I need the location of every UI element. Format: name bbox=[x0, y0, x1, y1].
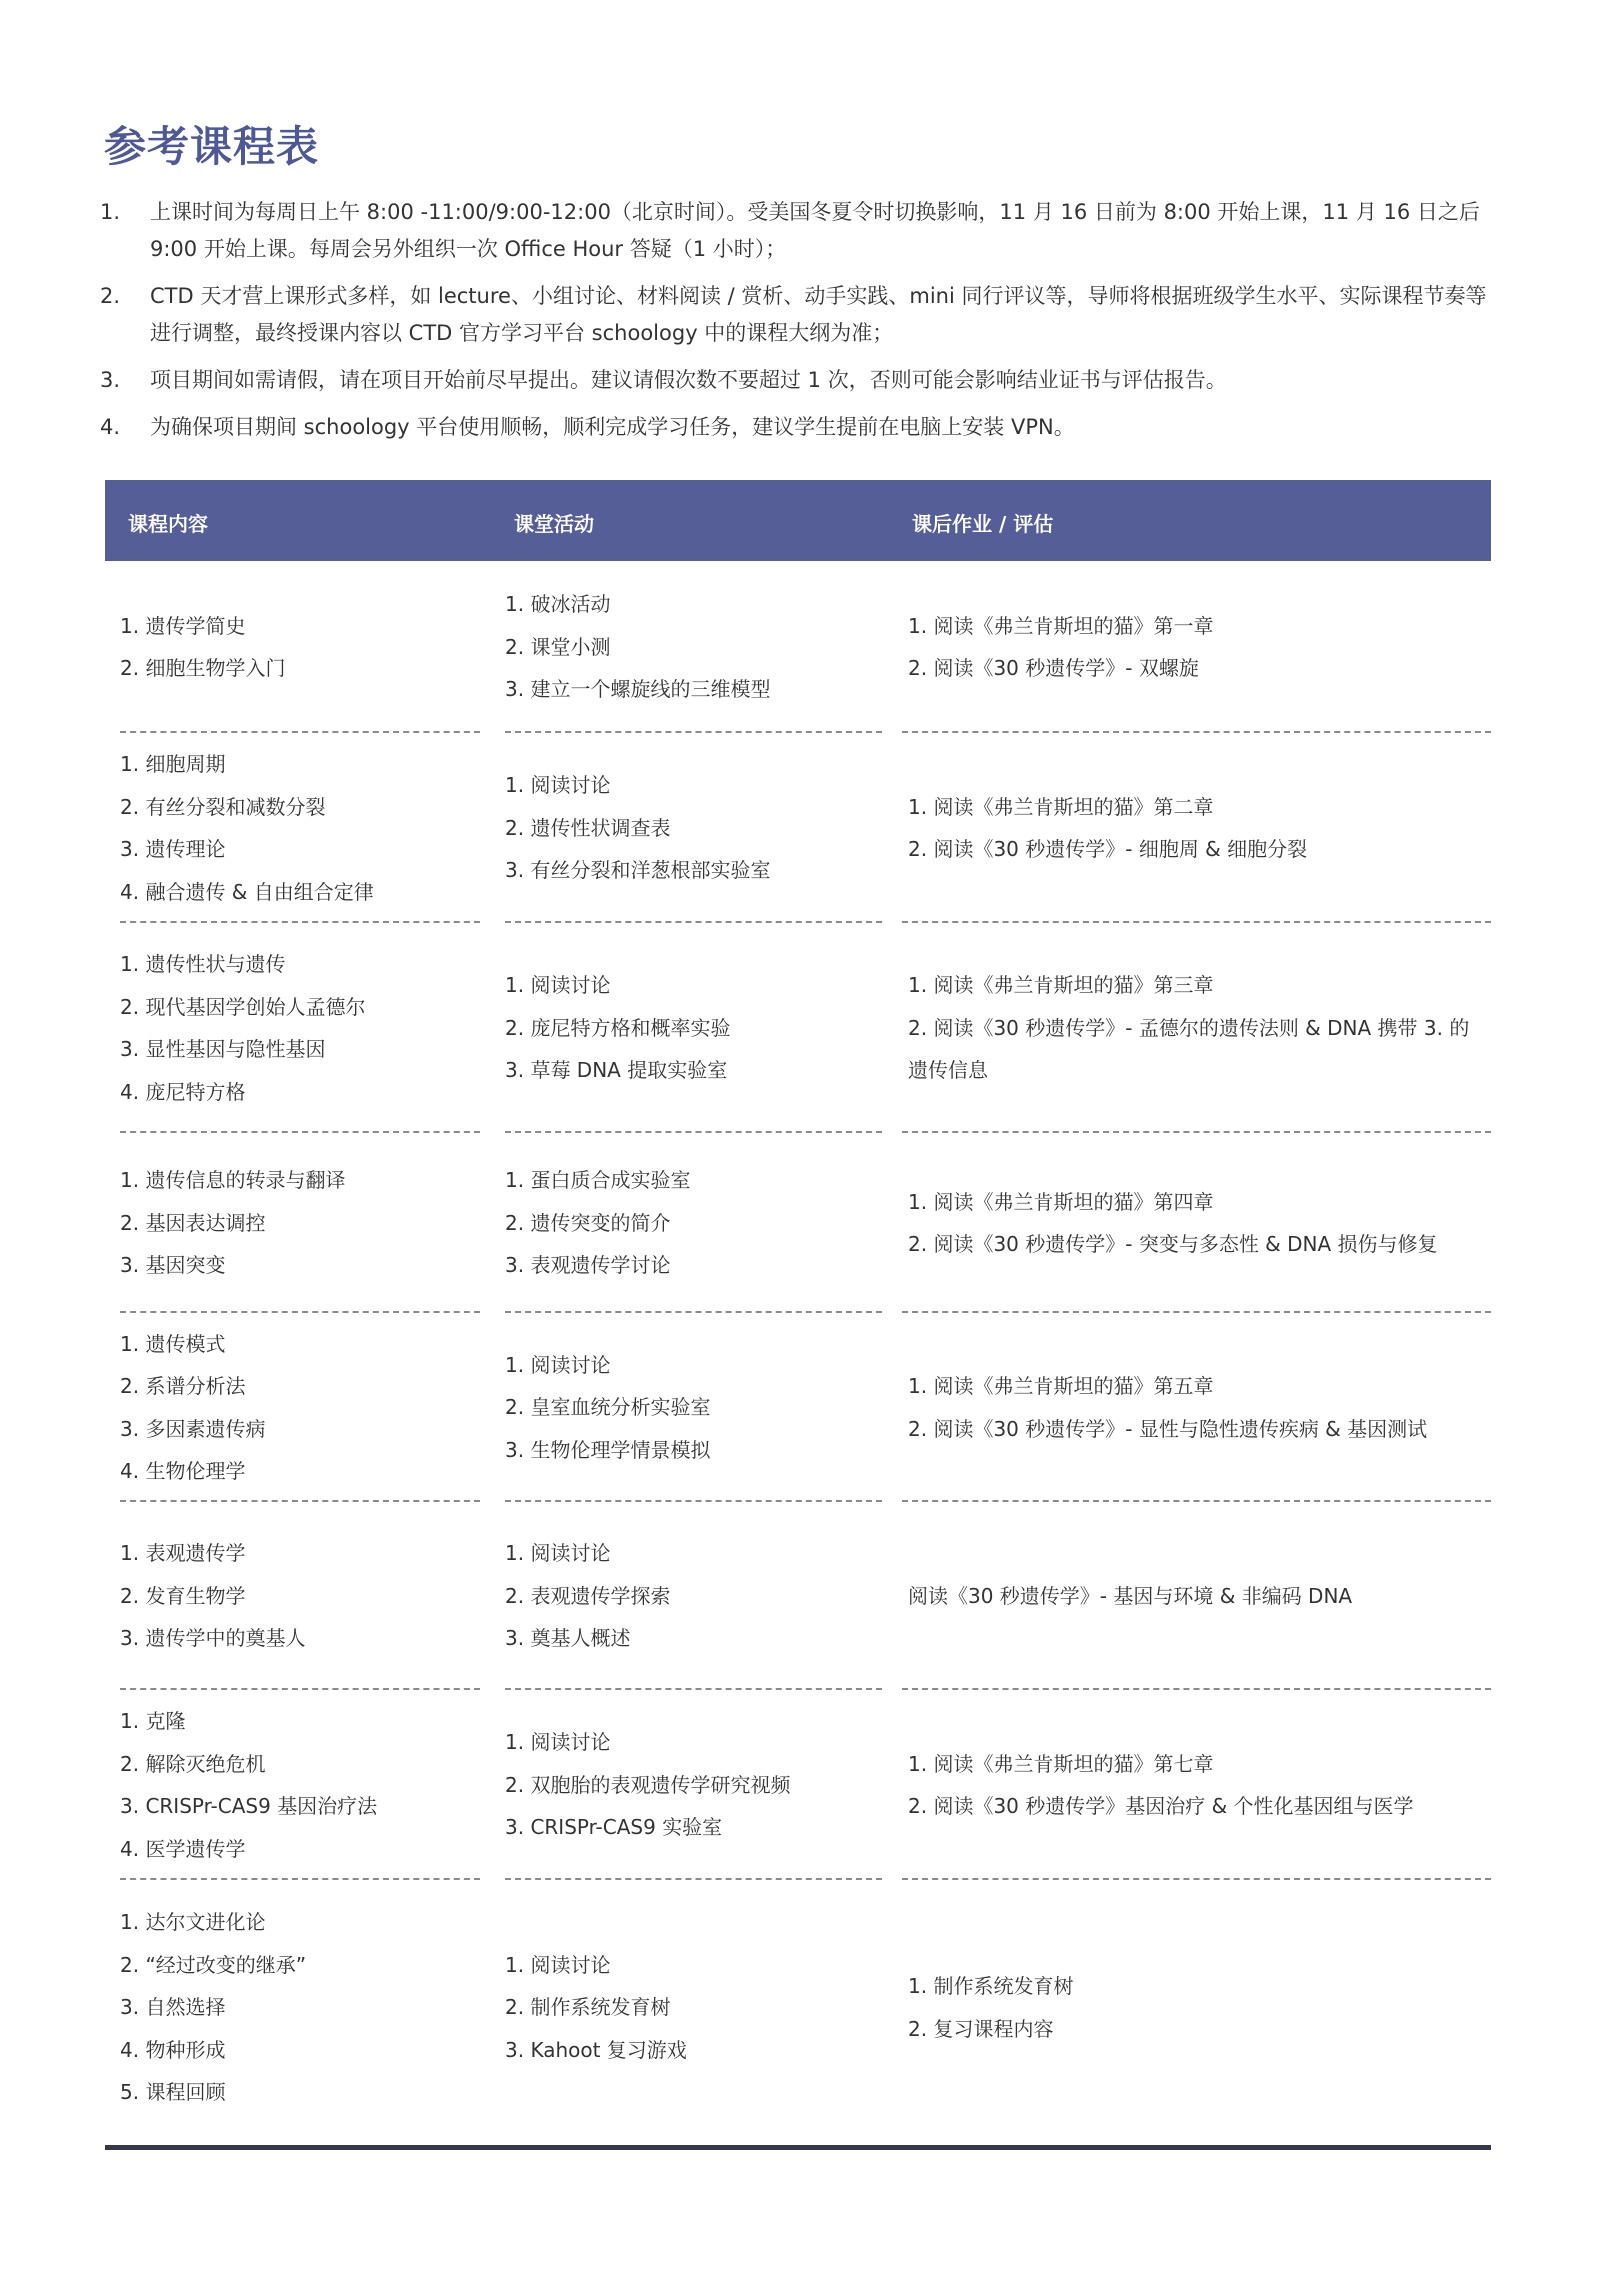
note-item bbox=[100, 362, 1495, 399]
cell-line: 1. 蛋白质合成实验室 bbox=[505, 1168, 691, 1193]
cell-line: 3. 自然选择 bbox=[120, 1995, 226, 2020]
note-text: 项目期间如需请假，请在项目开始前尽早提出。建议请假次数不要超过 1 次，否则可能会影响结业证书与评估报告。 bbox=[150, 368, 1227, 392]
page-title: 参考课程表 bbox=[104, 122, 320, 171]
cell-line: 阅读《30 秒遗传学》- 基因与环境 & 非编码 DNA bbox=[908, 1583, 1353, 1608]
cell-line: 2. 基因表达调控 bbox=[120, 1210, 266, 1235]
table-row bbox=[105, 1690, 1491, 1880]
cell-line: 1. 阅读讨论 bbox=[505, 1952, 611, 1977]
cell-line: 3. 草莓 DNA 提取实验室 bbox=[505, 1058, 728, 1083]
cell-line: 2. 阅读《30 秒遗传学》- 显性与隐性遗传疾病 & 基因测试 bbox=[908, 1416, 1428, 1441]
cell-line: 1. 阅读讨论 bbox=[505, 973, 611, 998]
table-row bbox=[105, 923, 1491, 1133]
cell-class-activities bbox=[505, 1133, 875, 1313]
cell-homework bbox=[908, 1313, 1488, 1502]
cell-class-activities bbox=[505, 1690, 875, 1880]
notes-list bbox=[100, 194, 1495, 456]
cell-line: 2. 现代基因学创始人孟德尔 bbox=[120, 994, 366, 1019]
cell-class-activities bbox=[505, 1313, 875, 1502]
cell-line: 3. 生物伦理学情景模拟 bbox=[505, 1437, 711, 1462]
cell-line: 3. 建立一个螺旋线的三维模型 bbox=[505, 677, 771, 702]
cell-line: 3. 基因突变 bbox=[120, 1253, 226, 1278]
cell-class-activities bbox=[505, 923, 875, 1133]
table-row bbox=[105, 1133, 1491, 1313]
cell-line: 3. Kahoot 复习游戏 bbox=[505, 2037, 687, 2062]
cell-line: 2. 阅读《30 秒遗传学》- 双螺旋 bbox=[908, 656, 1199, 680]
note-number: 1. bbox=[100, 200, 121, 224]
cell-line: 4. 医学遗传学 bbox=[120, 1836, 246, 1861]
cell-line: 3. 表观遗传学讨论 bbox=[505, 1253, 671, 1278]
cell-line: 1. 阅读《弗兰肯斯坦的猫》第五章 bbox=[908, 1374, 1214, 1398]
cell-line: 2. 庞尼特方格和概率实验 bbox=[505, 1015, 731, 1040]
table-row bbox=[105, 733, 1491, 923]
cell-line: 2. 阅读《30 秒遗传学》- 细胞周 & 细胞分裂 bbox=[908, 837, 1308, 861]
note-text: 为确保项目期间 schoology 平台使用顺畅，顺利完成学习任务，建议学生提前在电脑上安装 VPN。 bbox=[150, 415, 1075, 439]
note-text: 上课时间为每周日上午 8:00 -11:00/9:00-12:00（北京时间）。受美国冬夏令时切换影响，11 月 16 日前为 8:00 开始上课，11 月 16 日之后 9:00 开始上课。每周会另外组织一次 Office Hour 答疑（1 小时）； bbox=[150, 200, 1480, 261]
cell-line: 3. 显性基因与隐性基因 bbox=[120, 1037, 326, 1061]
cell-line: 2. “经过改变的继承” bbox=[120, 1952, 307, 1977]
table-header bbox=[105, 480, 1491, 561]
cell-course-content bbox=[120, 1502, 480, 1690]
cell-line: 3. 多因素遗传病 bbox=[120, 1416, 266, 1441]
cell-line: 2. 解除灭绝危机 bbox=[120, 1751, 266, 1776]
cell-line: 1. 细胞周期 bbox=[120, 752, 226, 776]
cell-line: 3. CRISPr-CAS9 实验室 bbox=[505, 1815, 723, 1840]
cell-course-content bbox=[120, 923, 480, 1133]
cell-line: 3. 遗传理论 bbox=[120, 837, 226, 861]
cell-line: 5. 课程回顾 bbox=[120, 2080, 226, 2105]
cell-line: 2. 复习课程内容 bbox=[908, 2016, 1054, 2041]
cell-homework bbox=[908, 1880, 1488, 2135]
cell-line: 1. 阅读讨论 bbox=[505, 1541, 611, 1566]
cell-homework bbox=[908, 733, 1488, 923]
cell-class-activities bbox=[505, 1880, 875, 2135]
cell-line: 4. 生物伦理学 bbox=[120, 1459, 246, 1483]
cell-line: 1. 制作系统发育树 bbox=[908, 1974, 1074, 1998]
table-row bbox=[105, 1502, 1491, 1690]
cell-homework bbox=[908, 923, 1488, 1133]
cell-line: 3. 遗传学中的奠基人 bbox=[120, 1626, 306, 1651]
cell-course-content bbox=[120, 561, 480, 733]
cell-course-content bbox=[120, 733, 480, 923]
table-row bbox=[105, 1880, 1491, 2135]
cell-line: 1. 遗传性状与遗传 bbox=[120, 952, 286, 976]
cell-homework bbox=[908, 561, 1488, 733]
note-number: 3. bbox=[100, 368, 121, 392]
cell-class-activities bbox=[505, 561, 875, 733]
cell-line: 1. 破冰活动 bbox=[505, 592, 611, 617]
cell-line: 1. 阅读《弗兰肯斯坦的猫》第四章 bbox=[908, 1189, 1214, 1214]
cell-class-activities bbox=[505, 733, 875, 923]
cell-course-content bbox=[120, 1690, 480, 1880]
cell-line: 2. 系谱分析法 bbox=[120, 1374, 246, 1398]
cell-line: 1. 达尔文进化论 bbox=[120, 1910, 266, 1935]
cell-line: 1. 表观遗传学 bbox=[120, 1541, 246, 1566]
cell-line: 4. 融合遗传 & 自由组合定律 bbox=[120, 879, 374, 904]
cell-line: 1. 阅读《弗兰肯斯坦的猫》第二章 bbox=[908, 794, 1214, 819]
cell-line: 2. 发育生物学 bbox=[120, 1583, 246, 1608]
cell-line: 1. 遗传学简史 bbox=[120, 613, 246, 638]
cell-line: 1. 阅读《弗兰肯斯坦的猫》第七章 bbox=[908, 1751, 1214, 1776]
header-homework: 课后作业 / 评估 bbox=[912, 512, 1054, 536]
note-number: 2. bbox=[100, 284, 121, 308]
cell-line: 1. 遗传信息的转录与翻译 bbox=[120, 1168, 346, 1193]
cell-line: 2. 制作系统发育树 bbox=[505, 1995, 671, 2020]
cell-line: 3. 奠基人概述 bbox=[505, 1626, 631, 1651]
cell-line: 2. 皇室血统分析实验室 bbox=[505, 1395, 711, 1420]
cell-line: 1. 阅读讨论 bbox=[505, 1730, 611, 1755]
cell-line: 1. 阅读讨论 bbox=[505, 1352, 611, 1377]
cell-course-content bbox=[120, 1133, 480, 1313]
table-row bbox=[105, 1313, 1491, 1502]
cell-course-content bbox=[120, 1880, 480, 2135]
cell-line: 1. 阅读讨论 bbox=[505, 773, 611, 798]
schedule-table bbox=[105, 480, 1491, 2105]
cell-line: 4. 庞尼特方格 bbox=[120, 1079, 246, 1104]
cell-line: 2. 遗传突变的简介 bbox=[505, 1210, 671, 1235]
cell-line: 2. 阅读《30 秒遗传学》- 孟德尔的遗传法则 & DNA 携带 3. 的 遗传信息 bbox=[908, 1015, 1470, 1083]
cell-line: 1. 克隆 bbox=[120, 1709, 186, 1733]
cell-line: 1. 阅读《弗兰肯斯坦的猫》第三章 bbox=[908, 973, 1214, 998]
cell-line: 2. 表观遗传学探索 bbox=[505, 1583, 671, 1608]
cell-line: 2. 遗传性状调查表 bbox=[505, 815, 671, 840]
header-class-activities: 课堂活动 bbox=[514, 512, 594, 536]
cell-homework bbox=[908, 1133, 1488, 1313]
cell-line: 2. 细胞生物学入门 bbox=[120, 656, 286, 680]
cell-line: 2. 有丝分裂和减数分裂 bbox=[120, 794, 326, 819]
cell-line: 4. 物种形成 bbox=[120, 2037, 226, 2062]
header-course-content: 课程内容 bbox=[128, 512, 208, 536]
note-text: CTD 天才营上课形式多样，如 lecture、小组讨论、材料阅读 / 赏析、动手实践、mini 同行评议等，导师将根据班级学生水平、实际课程节奏等进行调整，最终授课内容以 CTD 官方学习平台 schoology 中的课程大纲为准； bbox=[150, 284, 1487, 345]
bottom-rule bbox=[105, 2145, 1491, 2150]
cell-line: 3. 有丝分裂和洋葱根部实验室 bbox=[505, 858, 771, 883]
cell-line: 2. 双胞胎的表观遗传学研究视频 bbox=[505, 1772, 791, 1797]
cell-homework bbox=[908, 1690, 1488, 1880]
cell-line: 2. 阅读《30 秒遗传学》- 突变与多态性 & DNA 损伤与修复 bbox=[908, 1232, 1438, 1256]
cell-line: 3. CRISPr-CAS9 基因治疗法 bbox=[120, 1794, 378, 1818]
note-item bbox=[100, 409, 1495, 446]
cell-course-content bbox=[120, 1313, 480, 1502]
note-number: 4. bbox=[100, 415, 121, 439]
note-item bbox=[100, 194, 1495, 268]
cell-homework bbox=[908, 1502, 1488, 1690]
table-row bbox=[105, 561, 1491, 733]
note-item bbox=[100, 278, 1495, 352]
cell-class-activities bbox=[505, 1502, 875, 1690]
cell-line: 2. 阅读《30 秒遗传学》基因治疗 & 个性化基因组与医学 bbox=[908, 1794, 1414, 1818]
cell-line: 1. 阅读《弗兰肯斯坦的猫》第一章 bbox=[908, 613, 1214, 638]
cell-line: 1. 遗传模式 bbox=[120, 1331, 226, 1356]
cell-line: 2. 课堂小测 bbox=[505, 634, 611, 659]
